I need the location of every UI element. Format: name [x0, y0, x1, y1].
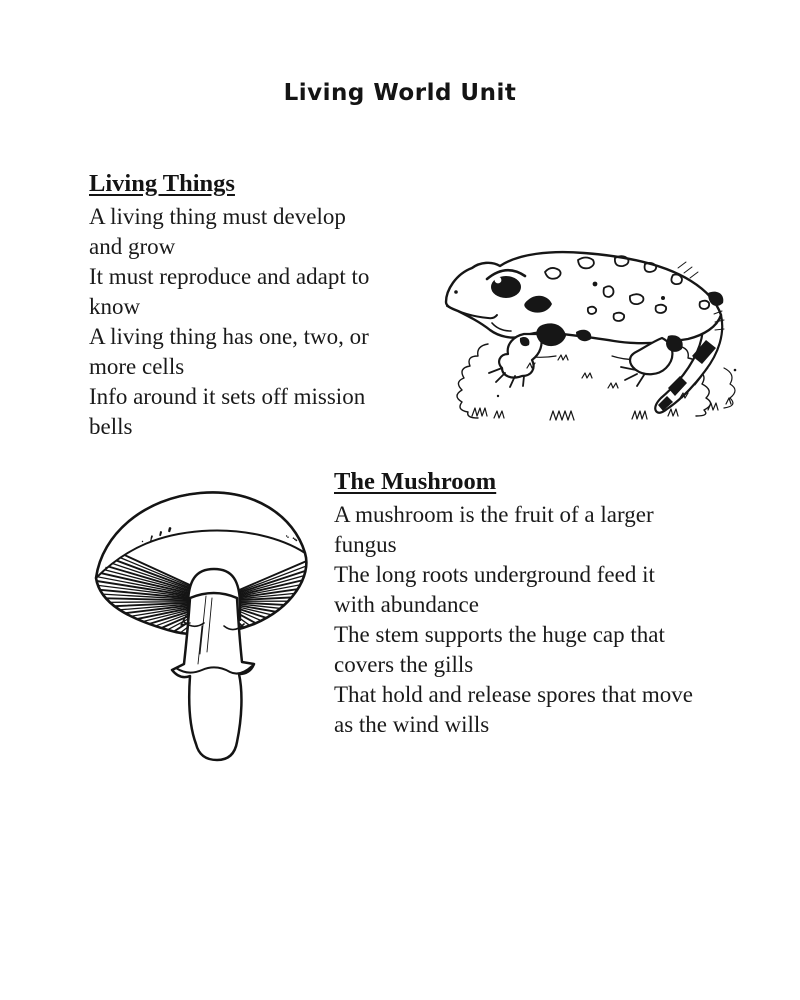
- poem-line: A living thing has one, two, or: [89, 324, 369, 349]
- poem-line: fungus: [334, 532, 397, 557]
- page-title: Living World Unit: [283, 80, 517, 106]
- poem-line: know: [89, 294, 141, 319]
- living-things-poem: [89, 202, 419, 442]
- poem-line: with abundance: [334, 592, 479, 617]
- poem-line: It must reproduce and adapt to: [89, 264, 370, 289]
- poem-line: as the wind wills: [334, 712, 490, 737]
- poem-line: The stem supports the huge cap that: [334, 622, 665, 647]
- poem-line: A mushroom is the fruit of a larger: [334, 502, 654, 527]
- section-mushroom: [334, 468, 764, 740]
- mushroom-heading: The Mushroom: [334, 468, 497, 495]
- frog-illustration: [432, 248, 750, 428]
- poem-line: A living thing must develop: [89, 204, 346, 229]
- section-living-things: [89, 170, 419, 442]
- poem-line: bells: [89, 414, 133, 439]
- poem-line: covers the gills: [334, 652, 474, 677]
- poem-line: and grow: [89, 234, 176, 259]
- living-things-heading: Living Things: [89, 170, 235, 197]
- mushroom-poem: [334, 500, 764, 740]
- poem-line: Info around it sets off mission: [89, 384, 366, 409]
- poem-line: more cells: [89, 354, 185, 379]
- mushroom-illustration: [86, 476, 324, 768]
- poem-line: That hold and release spores that move: [334, 682, 693, 707]
- poem-line: The long roots underground feed it: [334, 562, 655, 587]
